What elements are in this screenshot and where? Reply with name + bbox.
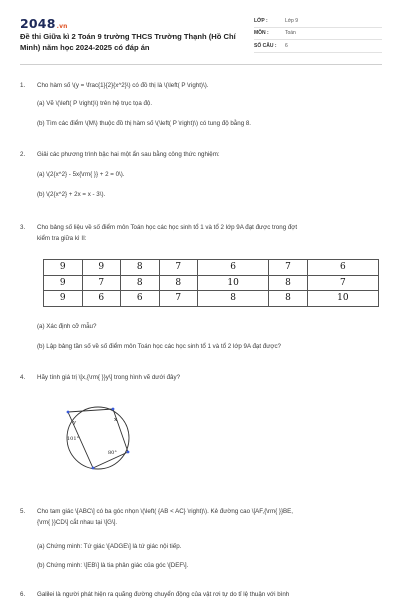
meta-value: Toán [285, 30, 296, 37]
table-cell: 9 [82, 260, 121, 276]
meta-row-class [254, 15, 382, 28]
table-cell: 7 [307, 275, 378, 291]
table-cell: 9 [44, 260, 83, 276]
question-text: Galilei là người phát hiện ra quãng đường chuyển động của vật rơi tự do tỉ lệ thuận với bình [37, 591, 290, 598]
table-cell: 6 [82, 291, 121, 307]
header-divider [20, 64, 382, 65]
question-5-part-b: (b) Chứng minh: \[EB\] là tia phân giác của góc \[DEF\]. [37, 562, 189, 569]
table-cell: 7 [269, 260, 308, 276]
table-cell: 8 [198, 291, 269, 307]
table-cell: 8 [269, 275, 308, 291]
question-number: 3. [20, 224, 26, 231]
logo-brand: 2048 [20, 16, 56, 31]
table-cell: 10 [307, 291, 378, 307]
question-number: 4. [20, 374, 26, 381]
question-text: Giải các phương trình bậc hai một ẩn sau bằng công thức nghiệm: [37, 151, 220, 158]
table-cell: 6 [198, 260, 269, 276]
table-row [44, 275, 379, 291]
meta-value: Lớp 9 [285, 17, 299, 24]
question-text-line: {\rm{ }}CD\] cắt nhau tại \[G\]. [37, 519, 118, 526]
logo[interactable] [20, 16, 68, 31]
table-cell: 9 [44, 291, 83, 307]
vertex-dot [112, 408, 115, 411]
table-row [44, 291, 379, 307]
question-text: Hãy tính giá trị \[x,{\rm{ }}y\] trong hình vẽ dưới đây? [37, 374, 181, 381]
meta-panel [254, 15, 382, 53]
document-title: Đề thi Giữa kì 2 Toán 9 trường THCS Trường Thạnh (Hồ Chí Minh) năm học 2024-2025 có đáp án [20, 32, 236, 52]
table-cell: 8 [269, 291, 308, 307]
table-cell: 10 [198, 275, 269, 291]
question-5-part-a: (a) Chứng minh: Tứ giác \[ADGE\] là tứ giác nội tiếp. [37, 543, 182, 550]
table-row [44, 260, 379, 276]
question-3-part-a: (a) Xác định cỡ mẫu? [37, 323, 97, 330]
table-cell: 7 [159, 291, 198, 307]
question-2-part-a: (a) \(2{x^2} - 5x{\rm{ }} + 2 = 0\). [37, 171, 125, 178]
meta-row-count [254, 40, 382, 53]
question-number: 2. [20, 151, 26, 158]
question-1-part-a: (a) Vẽ \(\left( P \right)\) trên hệ trục tọa độ. [37, 100, 153, 107]
vertex-dot [127, 451, 130, 454]
inscribed-quadrilateral-figure [58, 402, 138, 474]
angle-label-101: 101° [67, 436, 80, 442]
table-cell: 7 [159, 260, 198, 276]
meta-key: LỚP : [254, 17, 268, 24]
angle-label-y: y [73, 420, 77, 426]
table-cell: 8 [159, 275, 198, 291]
vertex-dot [67, 411, 70, 414]
score-table [43, 259, 379, 307]
meta-key: MÔN : [254, 30, 269, 37]
question-text-line: Cho bảng số liệu về số điểm môn Toán học các học sinh tổ 1 và tổ 2 lớp 9A đạt được trong đợt [37, 224, 298, 231]
angle-label-x: x [114, 417, 118, 423]
meta-value: 6 [285, 42, 288, 49]
table-cell: 6 [307, 260, 378, 276]
table-cell: 8 [121, 260, 160, 276]
table-cell: 9 [44, 275, 83, 291]
question-1-part-b: (b) Tìm các điểm \(M\) thuộc đồ thị hàm số \(\left( P \right)\) có tung độ bằng 8. [37, 120, 252, 127]
logo-suffix: .vn [56, 23, 68, 30]
vertex-dot [92, 467, 95, 470]
meta-key: SỐ CÂU : [254, 42, 277, 49]
question-text-line: kiểm tra giữa kì II: [37, 235, 87, 242]
question-number: 5. [20, 508, 26, 515]
table-cell: 7 [82, 275, 121, 291]
angle-label-80: 80° [108, 450, 117, 456]
question-text-line: Cho tam giác \[ABC\] có ba góc nhọn \(\left( {AB < AC} \right)\). Kẻ đường cao \[AF,{\rm{ }}BE, [37, 508, 293, 515]
question-2-part-b: (b) \(2{x^2} + 2x = x - 3\). [37, 191, 106, 198]
table-cell: 8 [121, 275, 160, 291]
question-number: 6. [20, 591, 26, 598]
table-cell: 6 [121, 291, 160, 307]
question-3-part-b: (b) Lập bảng tần số về số điểm môn Toán học các học sinh tổ 1 và tổ 2 lớp 9A đạt được? [37, 343, 281, 350]
question-text: Cho hàm số \(y = \frac{1}{2}{x^2}\) có đồ thị là \(\left( P \right)\). [37, 82, 209, 89]
meta-row-subject [254, 28, 382, 41]
question-number: 1. [20, 82, 26, 89]
